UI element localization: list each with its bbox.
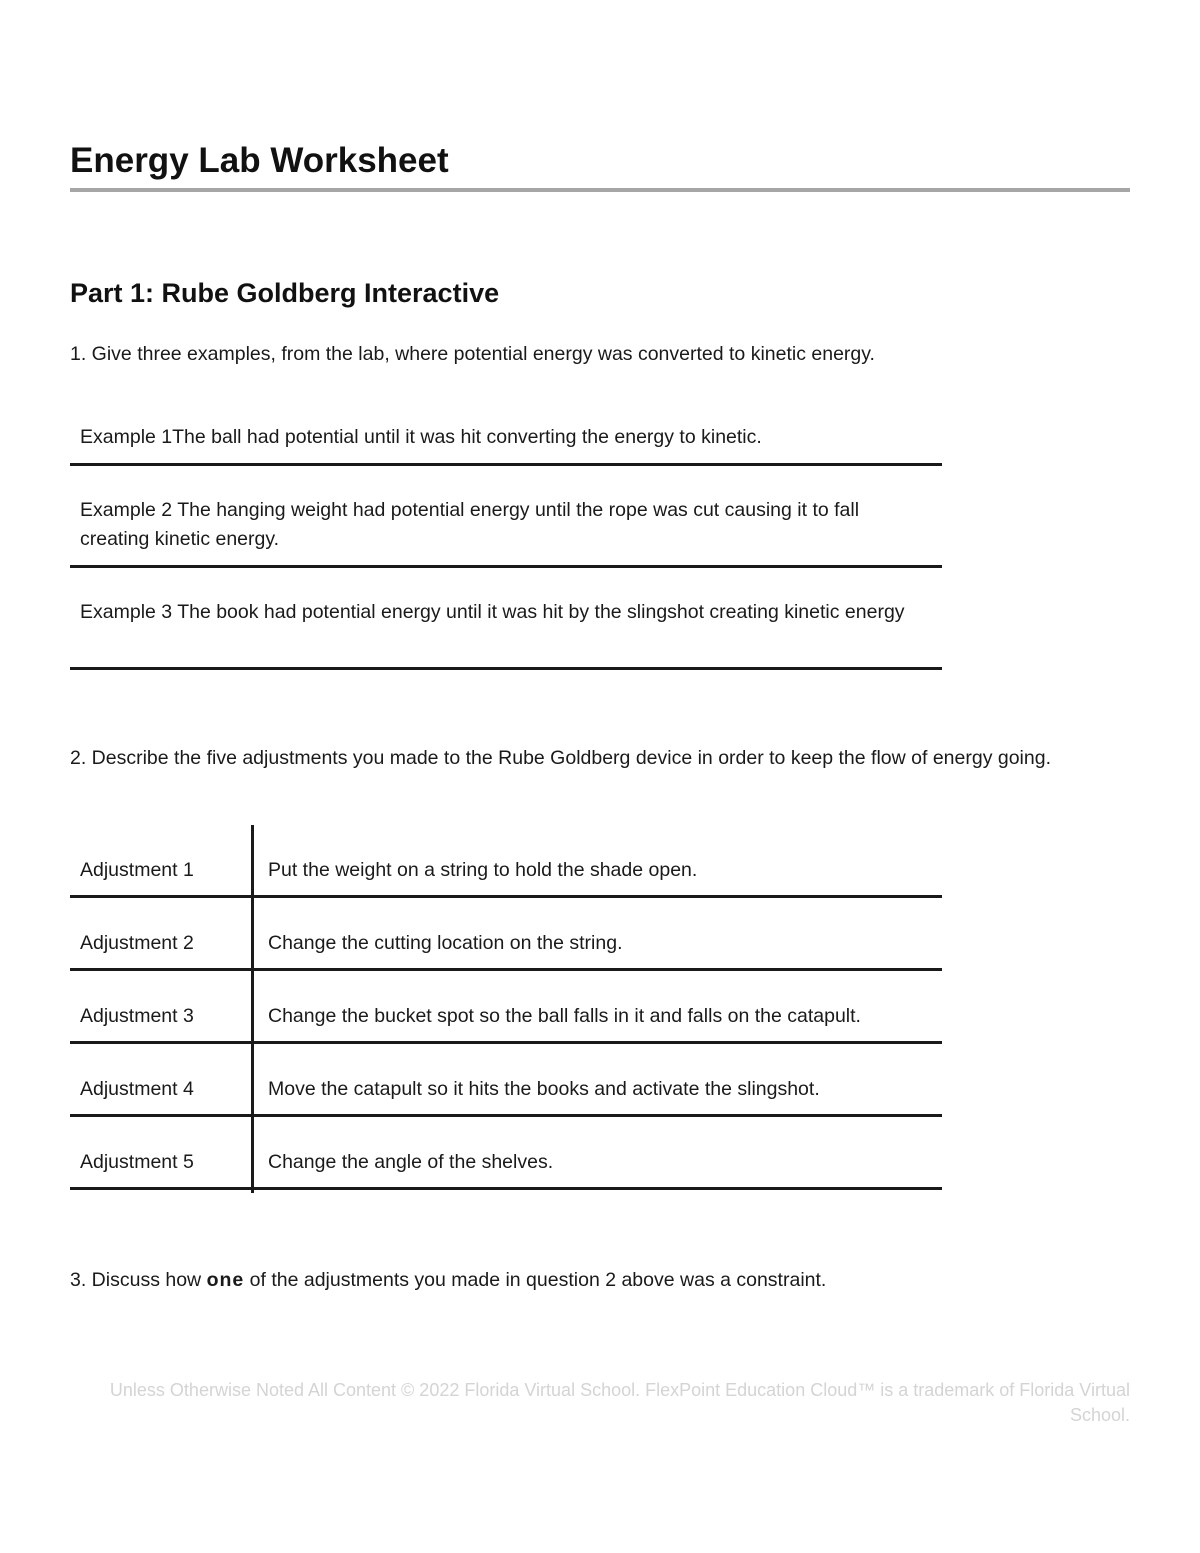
example-answer-2[interactable]: [70, 466, 942, 568]
question-3-suffix: of the adjustments you made in question 2 above was a constraint.: [244, 1269, 827, 1291]
example-text: Example 2 The hanging weight had potential energy until the rope was cut causing it to fall creating kinetic energy.: [80, 499, 860, 550]
adjustment-label: Adjustment 4: [80, 1078, 194, 1100]
adjustment-answer[interactable]: Change the angle of the shelves.: [268, 1151, 554, 1173]
adjustment-answer[interactable]: Change the cutting location on the string.: [268, 932, 623, 954]
example-answer-1[interactable]: [70, 410, 942, 466]
adjustment-label: Adjustment 3: [80, 1005, 194, 1027]
example-text: Example 3 The book had potential energy until it was hit by the slingshot creating kinetic energy: [80, 601, 905, 623]
question-2: 2. Describe the five adjustments you made to the Rube Goldberg device in order to keep the flow of energy going.: [70, 747, 1051, 769]
adjustment-label: Adjustment 1: [80, 859, 194, 881]
adjustment-answer[interactable]: Change the bucket spot so the ball falls in it and falls on the catapult.: [268, 1005, 861, 1027]
adjustment-answer[interactable]: Put the weight on a string to hold the shade open.: [268, 859, 698, 881]
adjustment-label: Adjustment 5: [80, 1151, 194, 1173]
page-title: Energy Lab Worksheet: [70, 141, 449, 180]
question-3: [70, 1266, 1130, 1295]
example-answer-3[interactable]: [70, 568, 942, 670]
question-3-prefix: 3. Discuss how: [70, 1269, 207, 1291]
table-row: [70, 1044, 942, 1117]
table-row: [70, 971, 942, 1044]
question-1: 1. Give three examples, from the lab, where potential energy was converted to kinetic energy.: [70, 343, 875, 365]
question-3-emphasis: one: [206, 1269, 245, 1291]
copyright-footer: Unless Otherwise Noted All Content © 2022 Florida Virtual School. FlexPoint Education Cloud™ is a trademark of Florida Virtual School.: [109, 1380, 1130, 1425]
table-row: [70, 898, 942, 971]
adjustment-label: Adjustment 2: [80, 932, 194, 954]
table-row: [70, 1117, 942, 1190]
title-divider: [70, 188, 1130, 192]
table-row: [70, 825, 942, 898]
section-heading: Part 1: Rube Goldberg Interactive: [70, 278, 500, 308]
example-text: Example 1The ball had potential until it was hit converting the energy to kinetic.: [80, 426, 762, 448]
adjustment-answer[interactable]: Move the catapult so it hits the books and activate the slingshot.: [268, 1078, 820, 1100]
